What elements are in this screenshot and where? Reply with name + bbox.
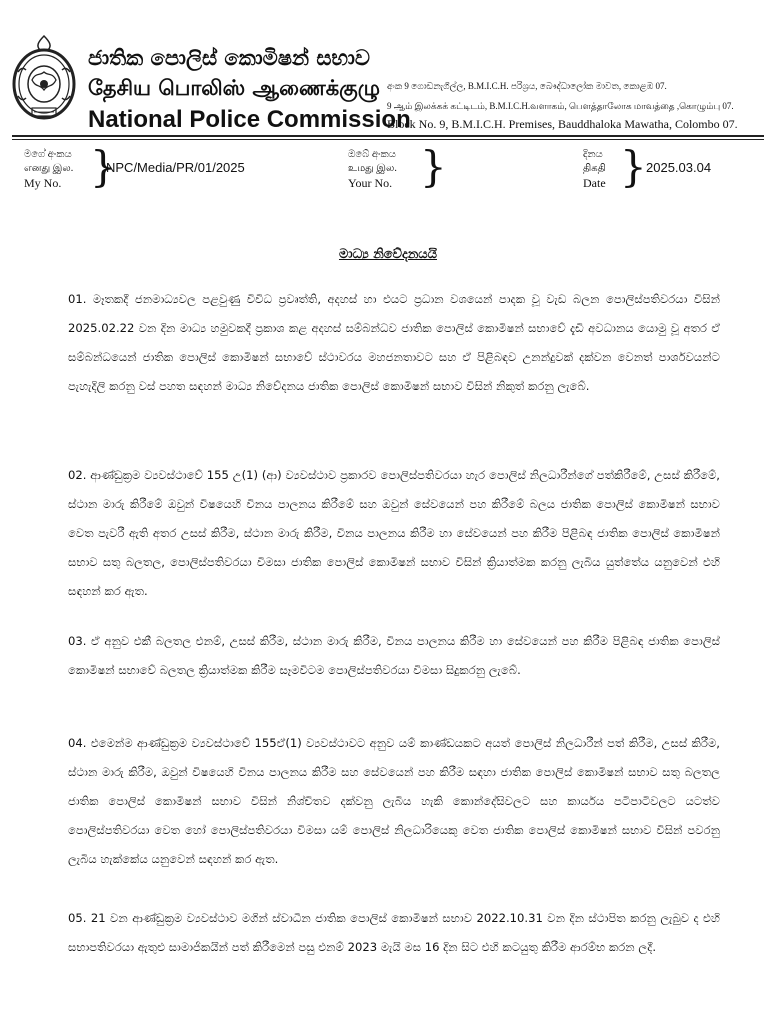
my-no-labels [24,148,73,190]
paragraph-02: 02. ආණ්ඩුක්‍රම ව්‍යවස්ථාවේ 155 උ(1) (ආ) ව්‍යවස්ථාව ප්‍රකාරව පොලිස්පතිවරයා හැර පොලිස් නිලධාරීන්ගේ පත්කිරීමේ, උසස් කිරීමේ, ස්ථාන මාරු කිරීමේ ඔවුන් විෂයෙහි විනය පාලනය කිරීමේ සහ ඔවුන් සේවයෙන් පහ කිරීමේ බලය ජාතික පොලිස් කොමිෂන් සභාව වෙත පැවරී ඇති අතර උසස් කිරීම, ස්ථාන මාරු කිරීම, විනය පාලනය කිරීම හා සේවයෙන් පහ කිරීම පිළිබඳ ජාතික පොලිස් කොමිෂන් සභාව සතු බලතල, පොලිස්පතිවරයා විමසා ජාතික පොලිස් කොමිෂන් සභාව විසින් ක්‍රියාත්මක කරනු ලැබිය යුත්තේය යනුවෙන් එහි සඳහන් කර ඇත. [68,468,720,598]
your-no-labels [348,148,397,190]
date-label-si: දිනය [583,149,603,160]
address-english: Block No. 9, B.M.I.C.H. Premises, Bauddhaloka Mawatha, Colombo 07. [387,117,738,131]
address-sinhala: අංක 9 ගොඩනැගිල්ල, B.M.I.C.H. පරිශ්‍රය, බෞද්ධාලෝක මාවත, කොළඹ 07. [387,81,667,91]
my-no-label-si: මගේ අංකය [24,149,72,160]
date-labels [583,148,606,190]
brace-icon: } [620,142,647,191]
paragraph-05: 05. 21 වන ආණ්ඩුක්‍රම ව්‍යවස්ථාව මගින් ස්වාධීන ජාතික පොලිස් කොමිෂන් සභාව 2022.10.31 වන දින ස්ථාපිත කරනු ලැබුව ද එහි සභාපතිවරයා ඇතුළු සාමාජිකයින් පත් කිරීමෙන් පසු එනම් 2023 මැයි මස 16 දින සිට එහි කටයුතු කිරීම ආරම්භ කරන ලදී. [68,911,720,954]
org-name-tamil: தேசிய பொலிஸ் ஆணைக்குழு [88,76,381,100]
brace-icon: } [420,142,447,191]
date-label-en: Date [583,176,606,190]
date-value: 2025.03.04 [646,160,712,175]
org-name-english: National Police Commission [88,106,411,133]
paragraph-01: 01. මෑතකදී ජනමාධ්‍යවල පළවුණු විවිධ ප්‍රවෘත්ති, අදහස් හා එයට ප්‍රධාන වශයෙන් පාදක වූ වැඩ බලන පොලිස්පතිවරයා විසින් 2025.02.22 වන දින මාධ්‍ය හමුවකදී ප්‍රකාශ කළ අදහස් සම්බන්ධව ජාතික පොලිස් කොමිෂන් සභාවේ දැඩි අවධානය යොමු වූ අතර ඒ සම්බන්ධයෙන් ජාතික පොලිස් කොමිෂන් සභාවේ ස්ථාවරය මහජනතාවට සහ ඒ පිළිබඳව උනන්දුවක් දක්වන වෙනත් පාර්ශවයන්ට පැහැදිලි කරනු වස් පහත සඳහන් මාධ්‍ය නිවේදනය ජාතික පොලිස් කොමිෂන් සභාව විසින් නිකුත් කරනු ලැබේ. [68,292,720,393]
org-name-sinhala: ජාතික පොලිස් කොමිෂන් සභාව [88,46,370,70]
paragraph-03: 03. ඒ අනුව එකී බලතල එනම්, උසස් කිරීම, ස්ථාන මාරු කිරීම, විනය පාලනය කිරීම හා සේවයෙන් පහ කිරීම පිළිබඳ ජාතික පොලිස් කොමිෂන් සභාවේ බලතල ක්‍රියාත්මක කිරීම සෑමවිටම පොලිස්පතිවරයා විමසා සිදුකරනු ලැබේ. [68,634,720,677]
my-no-value: NPC/Media/PR/01/2025 [106,160,245,175]
header-divider-thin [12,139,764,140]
national-emblem-icon [10,32,78,124]
header-divider [12,135,764,137]
your-no-label-en: Your No. [348,176,393,190]
document-title: මාධ්‍ය නිවේදනයයි [338,247,438,262]
brace-icon: } [90,142,117,191]
your-no-label-ta: உமது இல. [348,163,397,174]
paragraph-04: 04. එමෙන්ම ආණ්ඩුක්‍රම ව්‍යවස්ථාවේ 155ඒ(1) ව්‍යවස්ථාවට අනුව යම් කාණ්ඩයකට අයත් පොලිස් නිලධාරීන් පත් කිරීම, උසස් කිරීම, ස්ථාන මාරු කිරීම, ඔවුන් විෂයෙහි විනය පාලනය කිරීම සහ සේවයෙන් පහ කිරීම සඳහා ජාතික පොලිස් කොමිෂන් සභාව සතු බලතල ජාතික පොලිස් කොමිෂන් සභාව විසින් නිශ්චිතව දක්වනු ලැබිය හැකි කොන්දේසිවලට සහ කාර්යය පටිපාටිවලට යටත්ව පොලිස්පතිවරයා වෙත හෝ පොලිස්පතිවරයා විමසා යම් පොලිස් නිලධාරියෙකු වෙත ජාතික පොලිස් කොමිෂන් සභාව විසින් පවරනු ලැබිය හැක්කේය යනුවෙන් සඳහන් කර ඇත. [68,736,720,866]
address-tamil: 9 ஆம் இலக்கக் கட்டிடம், B.M.I.C.H.வளாகம், பௌத்தாலோக மாவத்தை ,கொழும்பு 07. [387,101,734,111]
my-no-label-ta: எனது இல. [24,163,74,174]
date-label-ta: திகதி [583,163,606,174]
your-no-label-si: ඔබේ අංකය [348,149,396,160]
my-no-label-en: My No. [24,176,62,190]
